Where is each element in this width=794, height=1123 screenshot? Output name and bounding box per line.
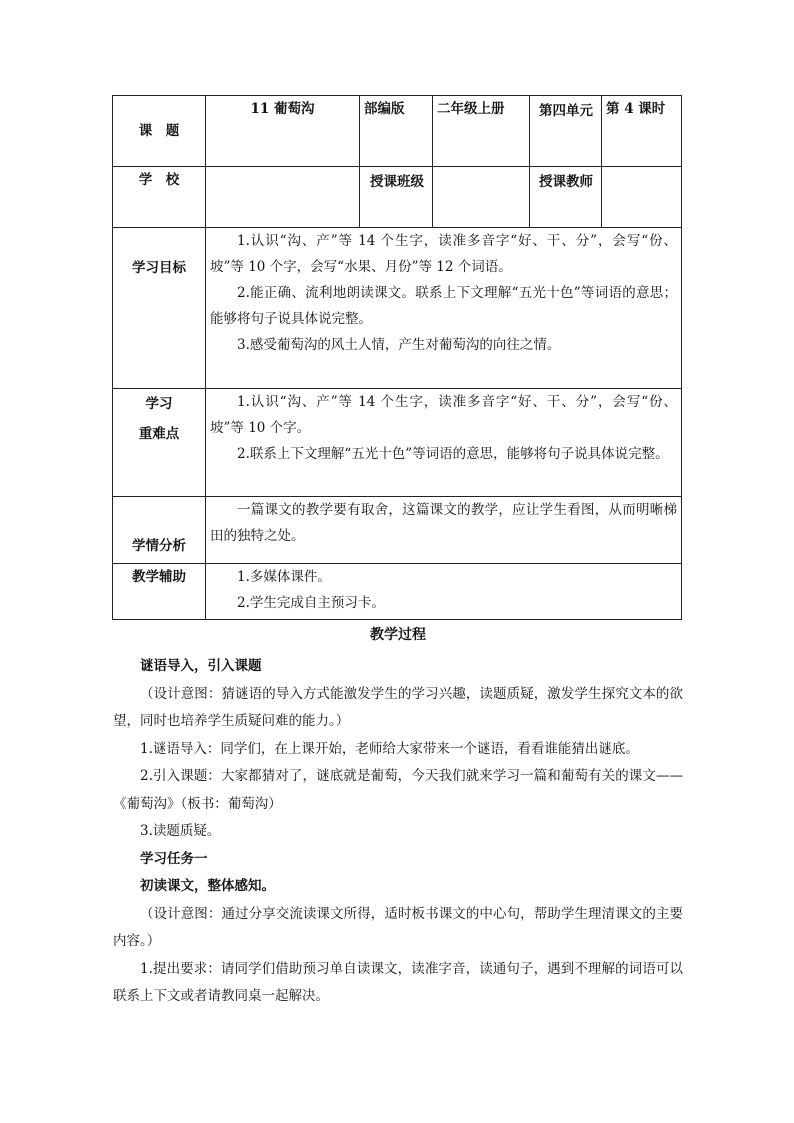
class-value — [433, 167, 530, 228]
goal-item: 3.感受葡萄沟的风土人情，产生对葡萄沟的向往之情。 — [237, 337, 561, 353]
goals-content — [206, 228, 682, 389]
table-row-key-points — [113, 389, 682, 497]
school-label: 学 校 — [113, 167, 206, 228]
process-heading: 教学过程 — [370, 627, 426, 643]
teacher-value — [602, 167, 682, 228]
table-row-topic — [113, 96, 682, 167]
process-step: 1.提出要求：请同学们借助预习单自读课文，读准字音，读通句子，遇到不理解的词语可以联系上下文或者请教同桌一起解决。 — [113, 960, 683, 1004]
lesson-number-cell: 第 4 课时 — [602, 96, 682, 167]
key-points-label-line1: 学习 — [145, 396, 173, 412]
analysis-content — [206, 497, 682, 564]
table-row-school — [113, 167, 682, 228]
aid-item: 2.学生完成自主预习卡。 — [237, 595, 385, 611]
process-step: 3.读题质疑。 — [140, 823, 221, 839]
table-row-analysis — [113, 497, 682, 564]
design-intent-paragraph: （设计意图：通过分享交流读课文所得，适时板书课文的中心句，帮助学生理清课文的主要内容。） — [113, 905, 683, 949]
analysis-label: 学情分析 — [113, 497, 206, 564]
unit-cell: 第四单元 — [530, 96, 602, 167]
aid-item: 1.多媒体课件。 — [237, 569, 331, 585]
aids-content — [206, 564, 682, 620]
school-value — [206, 167, 360, 228]
goal-item: 2.能正确、流利地朗读课文。联系上下文理解“五光十色”等词语的意思；能够将句子说具体说完整。 — [210, 285, 677, 327]
design-intent-paragraph: （设计意图：猜谜语的导入方式能激发学生的学习兴趣，读题质疑，激发学生探究文本的欲望，同时也培养学生质疑问难的能力。） — [113, 685, 683, 729]
key-points-label-line2: 重难点 — [138, 426, 180, 442]
aids-label: 教学辅助 — [113, 564, 206, 620]
task-subheading: 初读课文，整体感知。 — [140, 878, 275, 894]
table-row-aids — [113, 564, 682, 620]
task-heading: 学习任务一 — [140, 850, 208, 867]
key-points-content — [206, 389, 682, 497]
topic-label: 课 题 — [113, 96, 206, 167]
key-point-item: 1.认识“沟、产”等 14 个生字，读准多音字“好、干、分”，会写“份、坡”等 10 个字。 — [210, 394, 677, 436]
process-step: 1.谜语导入：同学们，在上课开始，老师给大家带来一个谜语，看看谁能猜出谜底。 — [140, 740, 639, 757]
teaching-process-section — [113, 623, 683, 1011]
key-point-item: 2.联系上下文理解“五光十色”等词语的意思，能够将句子说具体说完整。 — [237, 446, 669, 462]
table-row-goals — [113, 228, 682, 389]
key-points-label — [113, 389, 206, 497]
grade-cell: 二年级上册 — [433, 96, 530, 167]
section-heading: 谜语导入，引入课题 — [140, 658, 262, 674]
class-label: 授课班级 — [360, 167, 433, 228]
teacher-label: 授课教师 — [530, 167, 602, 228]
lesson-title: 11 葡萄沟 — [206, 96, 360, 167]
goal-item: 1.认识“沟、产”等 14 个生字，读准多音字“好、干、分”，会写“份、坡”等 10 个字，会写“水果、月份”等 12 个词语。 — [210, 233, 677, 275]
goals-label: 学习目标 — [113, 228, 206, 389]
analysis-text: 一篇课文的教学要有取舍，这篇课文的教学，应让学生看图，从而明晰梯田的独特之处。 — [210, 502, 677, 544]
lesson-info-table — [112, 95, 682, 620]
edition-cell: 部编版 — [360, 96, 433, 167]
process-step: 2.引入课题：大家都猜对了，谜底就是葡萄，今天我们就来学习一篇和葡萄有关的课文——《葡萄沟》（板书：葡萄沟） — [113, 768, 683, 812]
